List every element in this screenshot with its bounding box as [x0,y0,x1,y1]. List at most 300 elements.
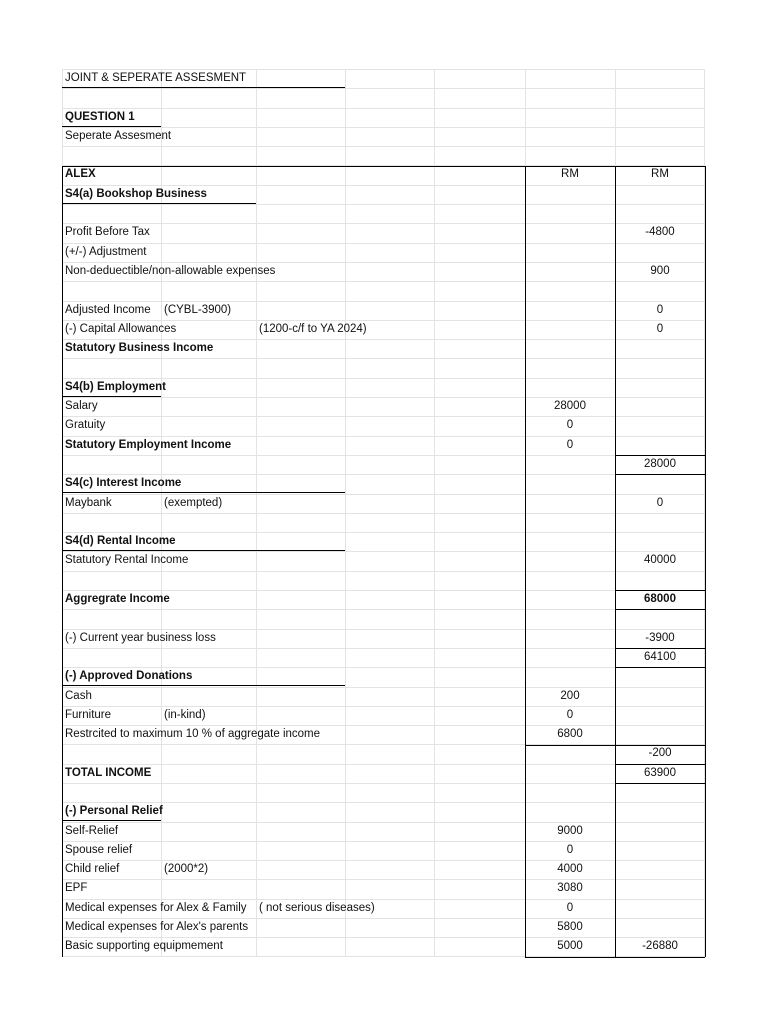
sheet-cell[interactable] [434,532,525,551]
sheet-cell[interactable] [615,397,705,416]
sheet-cell[interactable] [434,648,525,667]
sheet-cell[interactable] [615,899,705,918]
sheet-cell[interactable] [256,88,345,107]
sheet-cell[interactable] [256,339,345,358]
sheet-cell[interactable] [256,127,345,146]
sheet-cell[interactable] [161,744,256,763]
sheet-cell[interactable] [345,841,434,860]
cell-text: 63900 [644,766,676,779]
cell-text: S4(b) Employment [65,380,166,393]
sheet-cell[interactable] [62,88,161,107]
sheet-cell[interactable] [525,320,615,339]
sheet-cell[interactable] [256,918,345,937]
sheet-cell[interactable] [161,783,256,802]
cell-text: S4(a) Bookshop Business [65,187,207,200]
sheet-cell[interactable] [615,918,705,937]
sheet-cell[interactable] [256,474,345,493]
sheet-cell[interactable] [161,455,256,474]
sheet-cell[interactable] [434,378,525,397]
sheet-cell[interactable] [434,127,525,146]
sheet-cell[interactable] [345,687,434,706]
border-line [615,667,705,668]
sheet-cell[interactable] [256,629,345,648]
sheet-cell[interactable] [434,262,525,281]
sheet-cell[interactable] [434,474,525,493]
sheet-cell[interactable] [345,629,434,648]
sheet-cell[interactable] [434,108,525,127]
sheet-cell[interactable] [615,802,705,821]
sheet-cell[interactable] [256,455,345,474]
sheet-cell[interactable] [434,629,525,648]
sheet-cell[interactable] [161,802,256,821]
sheet-cell[interactable] [525,744,615,763]
sheet-cell[interactable] [345,397,434,416]
sheet-cell[interactable] [525,69,615,88]
sheet-cell[interactable] [161,571,256,590]
sheet-cell[interactable] [256,301,345,320]
sheet-cell[interactable] [345,301,434,320]
sheet-cell[interactable] [434,822,525,841]
sheet-cell[interactable] [256,706,345,725]
sheet-row [62,358,705,377]
sheet-cell[interactable] [345,783,434,802]
sheet-cell[interactable] [525,667,615,686]
sheet-cell[interactable] [161,358,256,377]
sheet-cell[interactable] [345,860,434,879]
sheet-cell[interactable] [434,223,525,242]
sheet-cell[interactable] [161,204,256,223]
sheet-cell[interactable] [615,204,705,223]
sheet-cell[interactable] [615,474,705,493]
sheet-cell[interactable] [256,551,345,570]
sheet-cell[interactable] [345,165,434,184]
sheet-cell[interactable] [434,783,525,802]
sheet-row [62,822,705,841]
sheet-cell[interactable] [525,802,615,821]
sheet-row [62,165,705,184]
cell-text: 28000 [554,400,586,413]
sheet-cell[interactable] [434,494,525,513]
spreadsheet[interactable] [62,69,705,957]
sheet-cell[interactable] [256,378,345,397]
sheet-cell[interactable] [161,590,256,609]
sheet-cell[interactable] [256,494,345,513]
sheet-row [62,841,705,860]
sheet-cell[interactable] [161,764,256,783]
cell-text: (CYBL-3900) [164,303,232,316]
sheet-cell[interactable] [62,744,161,763]
sheet-cell[interactable] [345,609,434,628]
sheet-cell[interactable] [256,281,345,300]
sheet-cell[interactable] [434,551,525,570]
sheet-cell[interactable] [434,204,525,223]
sheet-cell[interactable] [434,88,525,107]
sheet-cell[interactable] [256,822,345,841]
sheet-cell[interactable] [256,802,345,821]
sheet-row [62,378,705,397]
sheet-cell[interactable] [345,339,434,358]
sheet-cell[interactable] [345,648,434,667]
sheet-cell[interactable] [62,146,161,165]
sheet-cell[interactable] [434,937,525,956]
sheet-cell[interactable] [256,667,345,686]
sheet-cell[interactable] [161,822,256,841]
sheet-cell[interactable] [161,609,256,628]
sheet-cell[interactable] [525,609,615,628]
sheet-cell[interactable] [256,764,345,783]
sheet-cell[interactable] [256,609,345,628]
sheet-cell[interactable] [256,648,345,667]
sheet-cell[interactable] [161,841,256,860]
sheet-cell[interactable] [345,706,434,725]
sheet-cell[interactable] [434,146,525,165]
sheet-cell[interactable] [345,532,434,551]
cell-text: 0 [656,496,664,509]
sheet-row [62,397,705,416]
sheet-cell[interactable] [345,185,434,204]
cell-text: Statutory Employment Income [65,438,232,451]
sheet-cell[interactable] [434,397,525,416]
sheet-cell[interactable] [434,455,525,474]
sheet-cell[interactable] [256,879,345,898]
sheet-cell[interactable] [161,513,256,532]
sheet-cell[interactable] [434,744,525,763]
sheet-row [62,879,705,898]
cell-text: (1200-c/f to YA 2024) [259,322,367,335]
sheet-cell[interactable] [345,879,434,898]
sheet-cell[interactable] [434,320,525,339]
cell-text: 0 [566,438,574,451]
sheet-cell[interactable] [434,918,525,937]
sheet-cell[interactable] [434,436,525,455]
sheet-cell[interactable] [256,783,345,802]
cell-text: 5800 [557,921,583,934]
sheet-cell[interactable] [615,416,705,435]
sheet-cell[interactable] [256,397,345,416]
sheet-cell[interactable] [434,687,525,706]
sheet-cell[interactable] [525,783,615,802]
sheet-cell[interactable] [345,725,434,744]
sheet-cell[interactable] [161,88,256,107]
cell-text: (2000*2) [164,863,209,876]
sheet-cell[interactable] [525,262,615,281]
sheet-cell[interactable] [161,223,256,242]
sheet-cell[interactable] [615,108,705,127]
sheet-cell[interactable] [345,69,434,88]
sheet-cell[interactable] [615,88,705,107]
sheet-cell[interactable] [256,243,345,262]
sheet-cell[interactable] [345,108,434,127]
sheet-row [62,937,705,956]
sheet-cell[interactable] [434,706,525,725]
sheet-cell[interactable] [525,185,615,204]
sheet-row [62,455,705,474]
sheet-cell[interactable] [161,165,256,184]
sheet-cell[interactable] [434,165,525,184]
sheet-cell[interactable] [525,301,615,320]
sheet-row [62,185,705,204]
sheet-cell[interactable] [345,281,434,300]
cell-text: -200 [648,747,672,760]
sheet-cell[interactable] [345,243,434,262]
sheet-cell[interactable] [161,687,256,706]
sheet-cell[interactable] [345,494,434,513]
sheet-row [62,764,705,783]
sheet-cell[interactable] [345,358,434,377]
sheet-cell[interactable] [161,378,256,397]
sheet-cell[interactable] [615,146,705,165]
sheet-row [62,783,705,802]
cell-text: 28000 [644,457,676,470]
cell-text: (-) Capital Allowances [65,322,177,335]
sheet-cell[interactable] [161,243,256,262]
sheet-cell[interactable] [434,764,525,783]
sheet-cell[interactable] [434,185,525,204]
sheet-cell[interactable] [434,860,525,879]
cell-text: 900 [650,264,670,277]
sheet-cell[interactable] [525,551,615,570]
sheet-row [62,687,705,706]
sheet-cell[interactable] [62,204,161,223]
column-border [615,166,616,957]
sheet-cell[interactable] [62,281,161,300]
sheet-row [62,281,705,300]
sheet-cell[interactable] [434,667,525,686]
sheet-cell[interactable] [161,281,256,300]
sheet-cell[interactable] [161,146,256,165]
sheet-row [62,744,705,763]
sheet-cell[interactable] [434,339,525,358]
sheet-cell[interactable] [615,725,705,744]
sheet-cell[interactable] [434,243,525,262]
sheet-cell[interactable] [161,127,256,146]
sheet-cell[interactable] [434,281,525,300]
cell-text: Aggregrate Income [65,593,170,606]
sheet-cell[interactable] [615,185,705,204]
sheet-cell[interactable] [345,378,434,397]
sheet-cell[interactable] [345,513,434,532]
sheet-cell[interactable] [345,146,434,165]
sheet-cell[interactable] [345,667,434,686]
sheet-cell[interactable] [256,416,345,435]
sheet-row [62,571,705,590]
sheet-cell[interactable] [525,764,615,783]
sheet-cell[interactable] [525,455,615,474]
sheet-cell[interactable] [345,223,434,242]
sheet-row [62,609,705,628]
sheet-cell[interactable] [256,860,345,879]
sheet-cell[interactable] [161,416,256,435]
sheet-cell[interactable] [434,899,525,918]
sheet-cell[interactable] [62,358,161,377]
sheet-cell[interactable] [615,822,705,841]
sheet-cell[interactable] [62,783,161,802]
sheet-cell[interactable] [434,69,525,88]
cell-text: ALEX [65,168,96,181]
sheet-cell[interactable] [615,378,705,397]
sheet-cell[interactable] [525,378,615,397]
sheet-cell[interactable] [345,204,434,223]
cell-text: -4800 [645,226,675,239]
sheet-cell[interactable] [345,744,434,763]
cell-text: RM [651,168,669,181]
cell-text: Maybank [65,496,112,509]
sheet-cell[interactable] [345,436,434,455]
cell-text: -3900 [645,631,675,644]
sheet-cell[interactable] [434,609,525,628]
sheet-row [62,513,705,532]
cell-text: (-) Current year business loss [65,631,216,644]
cell-text: Medical expenses for Alex's parents [65,921,249,934]
sheet-cell[interactable] [434,879,525,898]
sheet-cell[interactable] [256,108,345,127]
sheet-cell[interactable] [345,590,434,609]
sheet-row [62,320,705,339]
sheet-cell[interactable] [161,108,256,127]
sheet-cell[interactable] [345,88,434,107]
sheet-cell[interactable] [525,358,615,377]
sheet-cell[interactable] [161,648,256,667]
sheet-cell[interactable] [256,146,345,165]
sheet-cell[interactable] [434,301,525,320]
sheet-cell[interactable] [615,358,705,377]
sheet-cell[interactable] [525,146,615,165]
cell-text: Medical expenses for Alex & Family [65,901,247,914]
sheet-row [62,436,705,455]
cell-text: Restrcited to maximum 10 % of aggregate income [65,728,321,741]
sheet-cell[interactable] [615,513,705,532]
sheet-cell[interactable] [345,474,434,493]
sheet-cell[interactable] [256,358,345,377]
cell-text: S4(c) Interest Income [65,477,182,490]
sheet-cell[interactable] [615,127,705,146]
sheet-cell[interactable] [161,397,256,416]
sheet-row [62,532,705,551]
sheet-cell[interactable] [615,571,705,590]
sheet-cell[interactable] [615,706,705,725]
sheet-cell[interactable] [434,590,525,609]
cell-text: (+/-) Adjustment [65,245,147,258]
cell-text: Seperate Assesment [65,129,172,142]
sheet-cell[interactable] [62,513,161,532]
cell-text: (in-kind) [164,708,206,721]
sheet-cell[interactable] [256,513,345,532]
sheet-cell[interactable] [525,474,615,493]
sheet-cell[interactable] [525,532,615,551]
sheet-cell[interactable] [525,108,615,127]
sheet-cell[interactable] [256,436,345,455]
sheet-cell[interactable] [256,165,345,184]
sheet-cell[interactable] [345,918,434,937]
sheet-cell[interactable] [615,667,705,686]
sheet-cell[interactable] [434,358,525,377]
sheet-cell[interactable] [525,629,615,648]
sheet-cell[interactable] [256,687,345,706]
sheet-cell[interactable] [256,204,345,223]
sheet-cell[interactable] [525,339,615,358]
sheet-cell[interactable] [615,436,705,455]
sheet-cell[interactable] [256,532,345,551]
sheet-cell[interactable] [345,802,434,821]
sheet-row [62,339,705,358]
sheet-cell[interactable] [525,513,615,532]
sheet-cell[interactable] [256,937,345,956]
sheet-cell[interactable] [615,243,705,262]
sheet-cell[interactable] [615,281,705,300]
sheet-cell[interactable] [525,127,615,146]
sheet-cell[interactable] [62,609,161,628]
sheet-cell[interactable] [434,513,525,532]
sheet-cell[interactable] [525,648,615,667]
sheet-cell[interactable] [525,243,615,262]
sheet-cell[interactable] [525,281,615,300]
sheet-cell[interactable] [345,455,434,474]
sheet-cell[interactable] [345,571,434,590]
sheet-cell[interactable] [434,802,525,821]
sheet-cell[interactable] [525,494,615,513]
sheet-cell[interactable] [345,937,434,956]
sheet-cell[interactable] [345,416,434,435]
sheet-cell[interactable] [615,879,705,898]
sheet-cell[interactable] [615,339,705,358]
sheet-cell[interactable] [615,69,705,88]
border-line [615,764,705,765]
sheet-cell[interactable] [256,571,345,590]
sheet-cell[interactable] [256,223,345,242]
sheet-cell[interactable] [345,822,434,841]
cell-text: 0 [566,419,574,432]
sheet-cell[interactable] [345,551,434,570]
sheet-cell[interactable] [525,204,615,223]
sheet-cell[interactable] [62,455,161,474]
sheet-cell[interactable] [62,648,161,667]
sheet-cell[interactable] [256,841,345,860]
sheet-cell[interactable] [62,571,161,590]
sheet-cell[interactable] [525,571,615,590]
sheet-cell[interactable] [434,571,525,590]
sheet-cell[interactable] [615,860,705,879]
column-border [62,166,63,957]
sheet-cell[interactable] [615,532,705,551]
sheet-cell[interactable] [615,783,705,802]
border-line [615,609,705,610]
cell-text: 0 [656,322,664,335]
sheet-cell[interactable] [256,185,345,204]
sheet-cell[interactable] [345,127,434,146]
sheet-cell[interactable] [615,609,705,628]
sheet-cell[interactable] [345,262,434,281]
sheet-cell[interactable] [434,416,525,435]
sheet-cell[interactable] [161,879,256,898]
sheet-cell[interactable] [525,223,615,242]
sheet-cell[interactable] [525,88,615,107]
cell-text: 0 [566,708,574,721]
cell-text: 9000 [557,824,583,837]
sheet-cell[interactable] [434,725,525,744]
sheet-cell[interactable] [615,687,705,706]
sheet-cell[interactable] [256,744,345,763]
sheet-cell[interactable] [615,841,705,860]
sheet-row [62,899,705,918]
sheet-cell[interactable] [256,69,345,88]
sheet-cell[interactable] [256,590,345,609]
sheet-cell[interactable] [434,841,525,860]
cell-text: TOTAL INCOME [65,766,152,779]
sheet-row [62,918,705,937]
sheet-cell[interactable] [525,590,615,609]
sheet-row [62,706,705,725]
sheet-cell[interactable] [345,764,434,783]
